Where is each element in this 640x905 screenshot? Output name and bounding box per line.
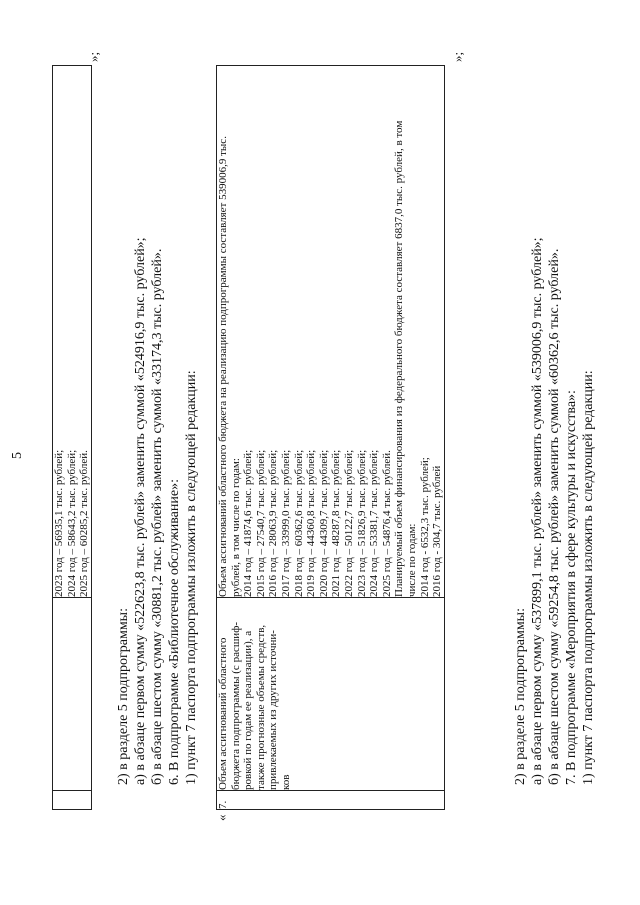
paragraph: а) в абзаце первом сумму «522623,8 тыс. рублей» заменить суммой «524916,9 тыс. рублей»; xyxy=(133,237,148,785)
value-line: 2017 год – 33999,0 тыс. рублей; xyxy=(279,449,292,597)
table-line: 2025 год – 60285,2 тыс. рублей. xyxy=(78,450,91,597)
page-number: 5 xyxy=(10,452,25,459)
value-line: 2025 год – 54876,4 тыс. рублей. xyxy=(380,450,393,597)
value-line: 2019 год – 44360,8 тыс. рублей; xyxy=(305,449,318,597)
paragraph: б) в абзаце шестом сумму «59254,8 тыс. рублей» заменить суммой «60362,6 тыс. рублей». xyxy=(547,248,562,785)
value-line: 2021 год – 48287,8 тыс. рублей; xyxy=(330,449,343,597)
value-line: 2023 год – 51826,9 тыс. рублей; xyxy=(355,449,368,597)
value-line: Планируемый объем финансирования из федерального бюджета составляет 6837,0 тыс. рублей, в том xyxy=(393,120,406,597)
paragraph: а) в абзаце первом сумму «537899,1 тыс. рублей» заменить суммой «539006,9 тыс. рублей»; xyxy=(530,237,545,785)
opening-quote: « xyxy=(214,814,229,821)
paragraph: 2) в разделе 5 подпрограммы: xyxy=(116,608,131,785)
label-line: бюджета подпрограммы (с расшиф- xyxy=(229,622,242,790)
table-cell-empty-label xyxy=(53,598,92,791)
table-cell-values xyxy=(53,66,92,598)
amendment-section-1 xyxy=(115,237,200,785)
value-line: 2020 год – 44309,7 тыс. рублей; xyxy=(317,449,330,597)
row-values xyxy=(217,66,445,598)
table-line: 2024 год – 58643,2 тыс. рублей; xyxy=(65,449,78,597)
label-line: ков xyxy=(279,774,292,790)
value-line: 2015 год – 27540,7 тыс. рублей; xyxy=(254,449,267,597)
amendment-section-2 xyxy=(512,237,597,785)
label-line: привлекаемых из других источни- xyxy=(267,630,280,790)
label-line: также прогнозные объемы средств, xyxy=(254,624,267,790)
value-line: 2016 год – 28063,9 тыс. рублей; xyxy=(267,449,280,597)
paragraph: 6. В подпрограмме «Библиотечное обслуживание»: xyxy=(167,479,182,785)
value-line: 2022 год – 50122,7 тыс. рублей; xyxy=(342,449,355,597)
continued-table xyxy=(52,65,92,810)
closing-quote: »; xyxy=(450,51,465,62)
closing-quote: »; xyxy=(86,51,101,62)
value-line: рублей, в том числе по годам: xyxy=(229,458,242,597)
paragraph: 1) пункт 7 паспорта подпрограммы изложить в следующей редакции: xyxy=(581,370,596,785)
value-line: 2014 год – 41874,6 тыс. рублей; xyxy=(242,449,255,597)
value-line: Объем ассигнований областного бюджета на реализацию подпрограммы составляет 539006,9 тыс. xyxy=(217,136,229,597)
row-label xyxy=(217,598,445,791)
paragraph: б) в абзаце шестом сумму «30881,2 тыс. рублей» заменить суммой «33174,3 тыс. рублей». xyxy=(150,248,165,785)
passport-table xyxy=(216,65,445,810)
value-line: числе по годам: xyxy=(405,523,418,597)
value-line: 2018 год – 60362,6 тыс. рублей; xyxy=(292,449,305,597)
table-line: 2023 год – 56935,1 тыс. рублей; xyxy=(53,449,65,597)
label-line: ровкой по годам ее реализации), а xyxy=(242,630,255,790)
row-number: 7. xyxy=(217,791,445,810)
value-line: 2024 год – 53381,7 тыс. рублей; xyxy=(368,449,381,597)
paragraph: 1) пункт 7 паспорта подпрограммы изложить в следующей редакции: xyxy=(184,370,199,785)
paragraph: 7. В подпрограмме «Мероприятия в сфере культуры и искусства»: xyxy=(564,390,579,785)
value-line: 2014 год - 6532,3 тыс. рублей; xyxy=(418,457,431,597)
paragraph: 2) в разделе 5 подпрограммы: xyxy=(513,608,528,785)
label-line: Объем ассигнований областного xyxy=(217,637,229,790)
value-line: 2016 год - 304,7 тыс. рублей xyxy=(431,465,444,597)
table-cell-empty-number xyxy=(53,791,92,810)
